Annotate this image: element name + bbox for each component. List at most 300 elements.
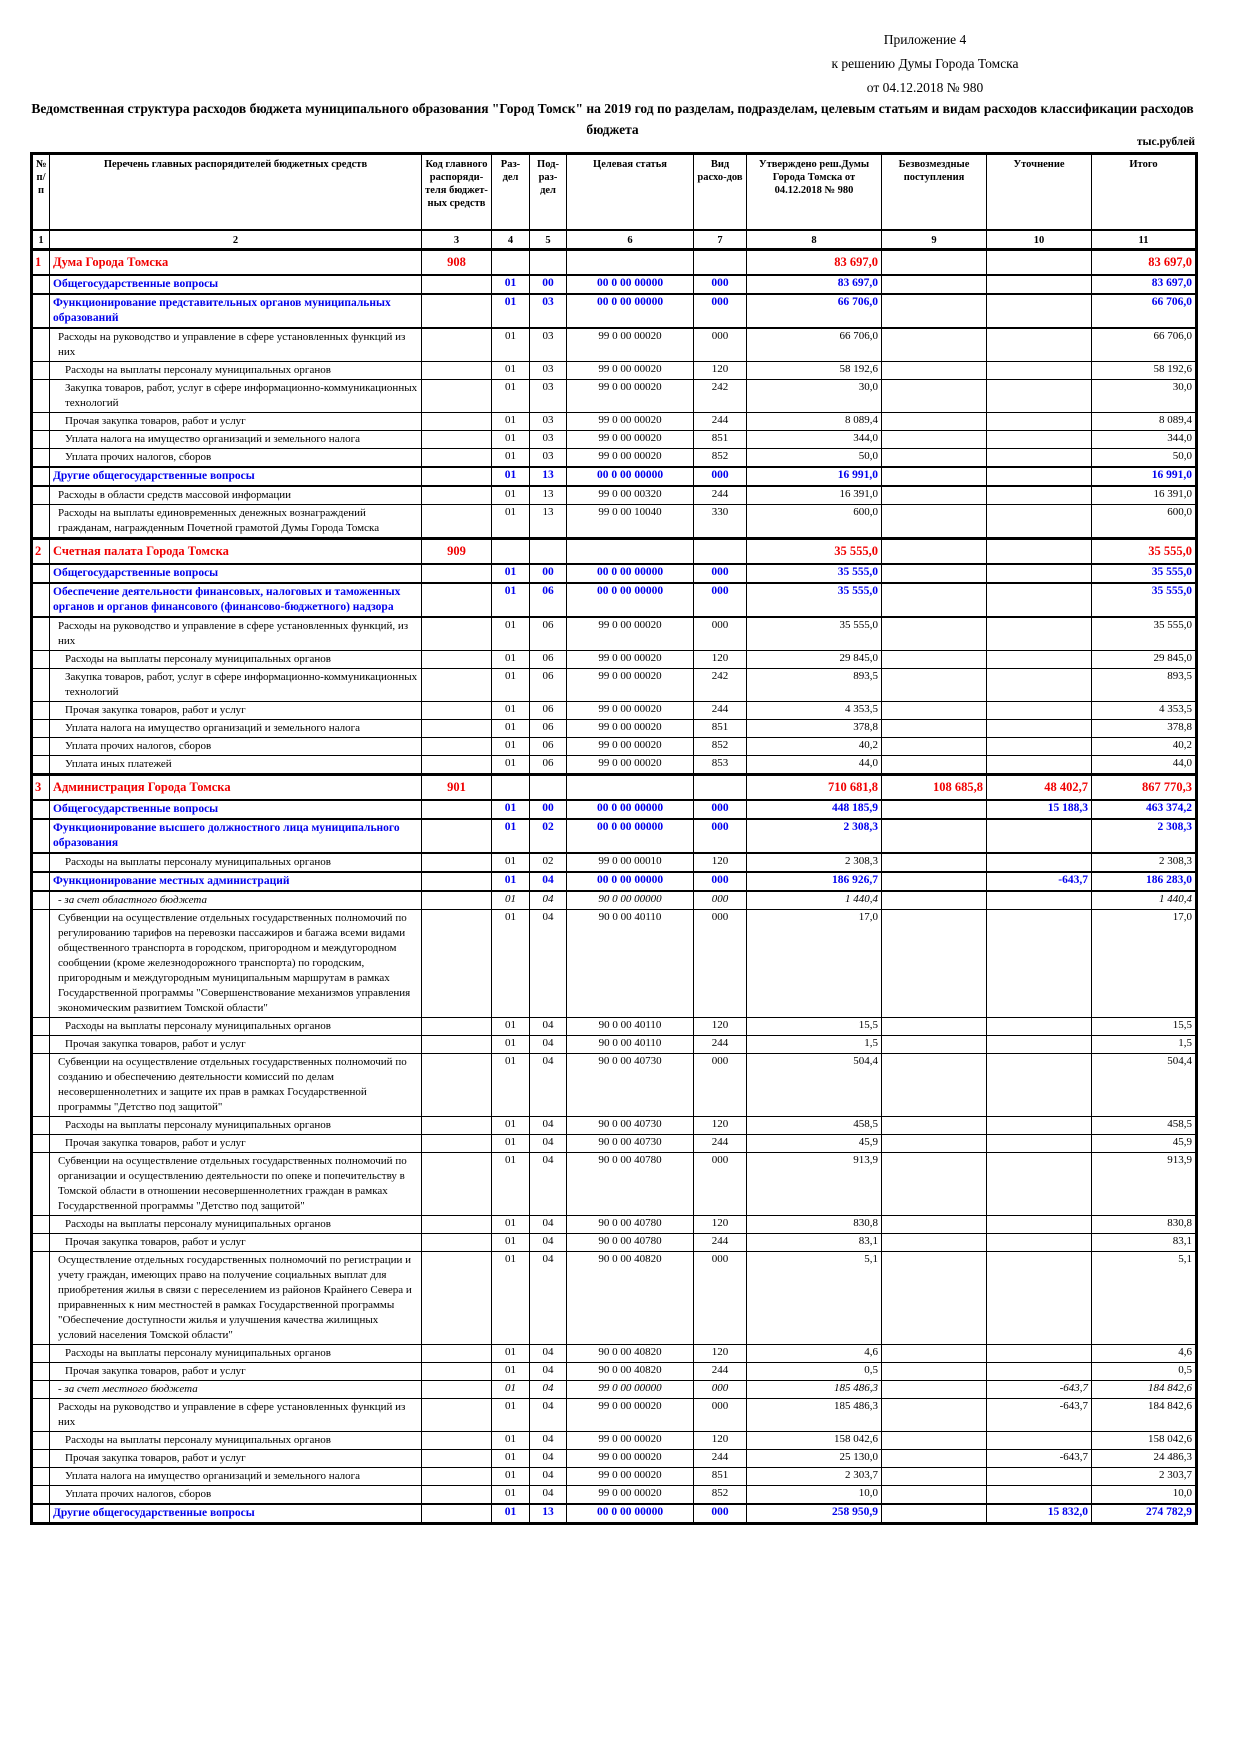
- cell-name: Расходы на выплаты персоналу муниципальных органов: [50, 1345, 422, 1363]
- cell-name: Закупка товаров, работ, услуг в сфере информационно-коммуникационных технологий: [50, 669, 422, 702]
- cell-razdel: 01: [492, 583, 530, 617]
- cell-approved: 1,5: [747, 1036, 882, 1054]
- cell-podrazdel: 03: [530, 294, 567, 328]
- cell-approved: 10,0: [747, 1486, 882, 1505]
- cell-num: [32, 800, 50, 819]
- cell-num: [32, 1504, 50, 1524]
- cell-total: 5,1: [1092, 1252, 1197, 1345]
- cell-num: [32, 1450, 50, 1468]
- appendix-block: [780, 28, 1070, 100]
- cell-num: [32, 872, 50, 891]
- cell-refinement: [987, 1252, 1092, 1345]
- cell-gratuitous: [882, 1363, 987, 1381]
- cell-num: [32, 362, 50, 380]
- cell-gratuitous: [882, 1234, 987, 1252]
- cell-gratuitous: [882, 1216, 987, 1234]
- col-header-approved: Утверждено реш.Думы Города Томска от 04.12.2018 № 980: [747, 154, 882, 231]
- cell-refinement: [987, 1036, 1092, 1054]
- cell-approved: 830,8: [747, 1216, 882, 1234]
- cell-approved: 5,1: [747, 1252, 882, 1345]
- cell-podrazdel: 04: [530, 1234, 567, 1252]
- units-label: тыс.рублей: [1136, 136, 1195, 148]
- table-row: [32, 1486, 1197, 1505]
- cell-code: [422, 1345, 492, 1363]
- table-row: [32, 1504, 1197, 1524]
- cell-podrazdel: 03: [530, 449, 567, 468]
- cell-name: Прочая закупка товаров, работ и услуг: [50, 1234, 422, 1252]
- cell-num: [32, 1399, 50, 1432]
- cell-name: Прочая закупка товаров, работ и услуг: [50, 1135, 422, 1153]
- cell-gratuitous: [882, 486, 987, 505]
- cell-refinement: [987, 738, 1092, 756]
- cell-podrazdel: 06: [530, 669, 567, 702]
- cell-refinement: [987, 1117, 1092, 1135]
- cell-code: [422, 431, 492, 449]
- cell-razdel: 01: [492, 702, 530, 720]
- cell-expense-type: 000: [694, 872, 747, 891]
- cell-expense-type: 852: [694, 1486, 747, 1505]
- cell-podrazdel: 04: [530, 1036, 567, 1054]
- cell-code: [422, 720, 492, 738]
- cell-expense-type: 242: [694, 669, 747, 702]
- cell-podrazdel: 06: [530, 756, 567, 775]
- cell-refinement: 15 188,3: [987, 800, 1092, 819]
- cell-refinement: [987, 756, 1092, 775]
- cell-name: Расходы на выплаты персоналу муниципальных органов: [50, 1216, 422, 1234]
- cell-expense-type: 000: [694, 1399, 747, 1432]
- cell-total: 913,9: [1092, 1153, 1197, 1216]
- cell-code: [422, 583, 492, 617]
- cell-razdel: 01: [492, 380, 530, 413]
- cell-code: [422, 564, 492, 583]
- cell-target-article: 90 0 00 40730: [567, 1054, 694, 1117]
- cell-gratuitous: [882, 362, 987, 380]
- cell-refinement: [987, 431, 1092, 449]
- cell-approved: 66 706,0: [747, 328, 882, 362]
- cell-target-article: 90 0 00 40820: [567, 1363, 694, 1381]
- cell-razdel: 01: [492, 1036, 530, 1054]
- cell-target-article: 00 0 00 00000: [567, 583, 694, 617]
- cell-refinement: [987, 1054, 1092, 1117]
- cell-refinement: [987, 702, 1092, 720]
- cell-target-article: 90 0 00 40730: [567, 1135, 694, 1153]
- cell-expense-type: [694, 250, 747, 276]
- cell-razdel: 01: [492, 738, 530, 756]
- cell-podrazdel: 04: [530, 1345, 567, 1363]
- cell-total: 2 308,3: [1092, 819, 1197, 853]
- cell-num: 3: [32, 775, 50, 801]
- table-row: [32, 651, 1197, 669]
- cell-total: 158 042,6: [1092, 1432, 1197, 1450]
- cell-podrazdel: 04: [530, 1381, 567, 1399]
- cell-name: Закупка товаров, работ, услуг в сфере информационно-коммуникационных технологий: [50, 380, 422, 413]
- table-row: [32, 1054, 1197, 1117]
- cell-refinement: [987, 1432, 1092, 1450]
- cell-total: 35 555,0: [1092, 539, 1197, 565]
- cell-target-article: 99 0 00 00020: [567, 669, 694, 702]
- cell-total: 830,8: [1092, 1216, 1197, 1234]
- cell-gratuitous: [882, 1252, 987, 1345]
- col-number: 9: [882, 230, 987, 250]
- cell-num: [32, 294, 50, 328]
- cell-total: 10,0: [1092, 1486, 1197, 1505]
- cell-gratuitous: [882, 891, 987, 910]
- table-row: [32, 891, 1197, 910]
- cell-num: [32, 413, 50, 431]
- cell-approved: 35 555,0: [747, 583, 882, 617]
- cell-num: [32, 738, 50, 756]
- cell-approved: 186 926,7: [747, 872, 882, 891]
- cell-code: [422, 1399, 492, 1432]
- cell-code: [422, 1432, 492, 1450]
- cell-expense-type: 244: [694, 1036, 747, 1054]
- cell-razdel: 01: [492, 800, 530, 819]
- cell-podrazdel: 06: [530, 702, 567, 720]
- cell-code: [422, 738, 492, 756]
- cell-expense-type: 330: [694, 505, 747, 539]
- cell-name: Общегосударственные вопросы: [50, 275, 422, 294]
- table-row: [32, 486, 1197, 505]
- cell-total: 24 486,3: [1092, 1450, 1197, 1468]
- cell-num: [32, 1018, 50, 1036]
- cell-num: 1: [32, 250, 50, 276]
- cell-expense-type: 120: [694, 651, 747, 669]
- cell-gratuitous: [882, 872, 987, 891]
- cell-refinement: [987, 617, 1092, 651]
- cell-code: [422, 505, 492, 539]
- cell-total: 45,9: [1092, 1135, 1197, 1153]
- cell-razdel: 01: [492, 431, 530, 449]
- cell-total: 0,5: [1092, 1363, 1197, 1381]
- cell-podrazdel: 13: [530, 486, 567, 505]
- cell-target-article: 99 0 00 00020: [567, 651, 694, 669]
- cell-gratuitous: 108 685,8: [882, 775, 987, 801]
- cell-name: Прочая закупка товаров, работ и услуг: [50, 1450, 422, 1468]
- cell-gratuitous: [882, 539, 987, 565]
- cell-target-article: 00 0 00 00000: [567, 819, 694, 853]
- cell-expense-type: 244: [694, 1450, 747, 1468]
- cell-expense-type: 244: [694, 702, 747, 720]
- cell-gratuitous: [882, 853, 987, 872]
- cell-razdel: 01: [492, 910, 530, 1018]
- cell-code: [422, 294, 492, 328]
- cell-podrazdel: 04: [530, 1117, 567, 1135]
- col-header-name: Перечень главных распорядителей бюджетных средств: [50, 154, 422, 231]
- table-row: [32, 910, 1197, 1018]
- cell-num: [32, 1036, 50, 1054]
- cell-razdel: 01: [492, 467, 530, 486]
- cell-target-article: 99 0 00 00020: [567, 413, 694, 431]
- table-row: [32, 1399, 1197, 1432]
- cell-podrazdel: 13: [530, 1504, 567, 1524]
- cell-podrazdel: 04: [530, 1135, 567, 1153]
- cell-num: [32, 853, 50, 872]
- cell-target-article: 90 0 00 40110: [567, 1018, 694, 1036]
- cell-approved: 893,5: [747, 669, 882, 702]
- cell-razdel: 01: [492, 1345, 530, 1363]
- cell-gratuitous: [882, 1036, 987, 1054]
- cell-approved: 83 697,0: [747, 275, 882, 294]
- cell-total: 58 192,6: [1092, 362, 1197, 380]
- table-row: [32, 1135, 1197, 1153]
- cell-approved: 29 845,0: [747, 651, 882, 669]
- cell-name: Расходы на выплаты персоналу муниципальных органов: [50, 1018, 422, 1036]
- cell-name: Прочая закупка товаров, работ и услуг: [50, 1036, 422, 1054]
- cell-razdel: 01: [492, 486, 530, 505]
- cell-approved: 4,6: [747, 1345, 882, 1363]
- table-row: [32, 800, 1197, 819]
- cell-refinement: -643,7: [987, 1399, 1092, 1432]
- cell-num: [32, 651, 50, 669]
- cell-razdel: 01: [492, 1468, 530, 1486]
- cell-approved: 448 185,9: [747, 800, 882, 819]
- cell-num: [32, 431, 50, 449]
- cell-total: 29 845,0: [1092, 651, 1197, 669]
- table-row: [32, 250, 1197, 276]
- cell-approved: 45,9: [747, 1135, 882, 1153]
- cell-razdel: 01: [492, 853, 530, 872]
- cell-expense-type: 000: [694, 617, 747, 651]
- cell-approved: 35 555,0: [747, 617, 882, 651]
- cell-name: Субвенции на осуществление отдельных государственных полномочий по организации и осуществлению деятельности по опеке и попечительству в Томской области в отношении несовершеннолетних граждан в рамках Государственной программы "Детство под защитой": [50, 1153, 422, 1216]
- cell-gratuitous: [882, 617, 987, 651]
- cell-gratuitous: [882, 431, 987, 449]
- cell-code: [422, 910, 492, 1018]
- cell-podrazdel: [530, 250, 567, 276]
- col-number: 8: [747, 230, 882, 250]
- cell-target-article: 99 0 00 00020: [567, 1468, 694, 1486]
- cell-code: [422, 891, 492, 910]
- cell-target-article: 99 0 00 00020: [567, 1486, 694, 1505]
- table-header-row: [32, 154, 1197, 231]
- cell-expense-type: 000: [694, 1252, 747, 1345]
- cell-num: [32, 275, 50, 294]
- cell-approved: 83 697,0: [747, 250, 882, 276]
- cell-expense-type: 120: [694, 1018, 747, 1036]
- table-row: [32, 756, 1197, 775]
- cell-expense-type: 000: [694, 891, 747, 910]
- cell-num: [32, 1432, 50, 1450]
- cell-name: - за счет областного бюджета: [50, 891, 422, 910]
- cell-razdel: 01: [492, 1117, 530, 1135]
- cell-refinement: [987, 1018, 1092, 1036]
- cell-refinement: [987, 1135, 1092, 1153]
- cell-total: 378,8: [1092, 720, 1197, 738]
- cell-num: [32, 1252, 50, 1345]
- table-row: [32, 819, 1197, 853]
- cell-target-article: 90 0 00 40780: [567, 1153, 694, 1216]
- cell-name: Расходы на выплаты персоналу муниципальных органов: [50, 853, 422, 872]
- table-row: [32, 775, 1197, 801]
- cell-name: Расходы на выплаты персоналу муниципальных органов: [50, 1432, 422, 1450]
- table-row: [32, 702, 1197, 720]
- cell-target-article: 90 0 00 40820: [567, 1252, 694, 1345]
- cell-code: [422, 853, 492, 872]
- cell-total: 1 440,4: [1092, 891, 1197, 910]
- cell-podrazdel: 04: [530, 1018, 567, 1036]
- cell-code: [422, 449, 492, 468]
- cell-target-article: 99 0 00 00020: [567, 431, 694, 449]
- cell-gratuitous: [882, 449, 987, 468]
- cell-code: [422, 756, 492, 775]
- table-row: [32, 583, 1197, 617]
- cell-target-article: 99 0 00 00020: [567, 449, 694, 468]
- cell-razdel: 01: [492, 651, 530, 669]
- appendix-line: от 04.12.2018 № 980: [866, 80, 984, 95]
- cell-razdel: 01: [492, 891, 530, 910]
- cell-total: 83 697,0: [1092, 250, 1197, 276]
- cell-refinement: [987, 362, 1092, 380]
- cell-name: Уплата прочих налогов, сборов: [50, 1486, 422, 1505]
- cell-num: [32, 1345, 50, 1363]
- table-row: [32, 1216, 1197, 1234]
- cell-num: [32, 819, 50, 853]
- table-row: [32, 1381, 1197, 1399]
- cell-code: [422, 362, 492, 380]
- cell-total: 16 991,0: [1092, 467, 1197, 486]
- cell-gratuitous: [882, 1054, 987, 1117]
- cell-num: [32, 1153, 50, 1216]
- cell-gratuitous: [882, 720, 987, 738]
- table-row: [32, 617, 1197, 651]
- cell-name: Расходы на выплаты персоналу муниципальных органов: [50, 362, 422, 380]
- cell-refinement: -643,7: [987, 1381, 1092, 1399]
- cell-total: 35 555,0: [1092, 564, 1197, 583]
- col-number: 1: [32, 230, 50, 250]
- cell-num: [32, 505, 50, 539]
- cell-target-article: 99 0 00 00010: [567, 853, 694, 872]
- cell-approved: 17,0: [747, 910, 882, 1018]
- cell-approved: 50,0: [747, 449, 882, 468]
- cell-razdel: 01: [492, 1135, 530, 1153]
- cell-approved: 185 486,3: [747, 1381, 882, 1399]
- cell-razdel: [492, 539, 530, 565]
- cell-approved: 710 681,8: [747, 775, 882, 801]
- cell-total: 83 697,0: [1092, 275, 1197, 294]
- cell-razdel: 01: [492, 1504, 530, 1524]
- cell-gratuitous: [882, 505, 987, 539]
- cell-code: [422, 486, 492, 505]
- cell-podrazdel: 04: [530, 1450, 567, 1468]
- cell-num: [32, 564, 50, 583]
- cell-target-article: 90 0 00 40730: [567, 1117, 694, 1135]
- cell-total: 184 842,6: [1092, 1399, 1197, 1432]
- cell-total: 44,0: [1092, 756, 1197, 775]
- cell-total: 2 303,7: [1092, 1468, 1197, 1486]
- cell-podrazdel: 06: [530, 720, 567, 738]
- cell-total: 463 374,2: [1092, 800, 1197, 819]
- cell-code: 901: [422, 775, 492, 801]
- cell-target-article: [567, 250, 694, 276]
- table-row: [32, 328, 1197, 362]
- cell-code: [422, 1036, 492, 1054]
- col-number: 7: [694, 230, 747, 250]
- cell-expense-type: 852: [694, 738, 747, 756]
- cell-num: [32, 449, 50, 468]
- cell-refinement: [987, 505, 1092, 539]
- column-numbers-row: [32, 230, 1197, 250]
- cell-razdel: 01: [492, 1486, 530, 1505]
- cell-name: Уплата налога на имущество организаций и земельного налога: [50, 1468, 422, 1486]
- cell-gratuitous: [882, 800, 987, 819]
- cell-target-article: 99 0 00 00020: [567, 1450, 694, 1468]
- cell-name: Общегосударственные вопросы: [50, 564, 422, 583]
- cell-code: [422, 1234, 492, 1252]
- cell-total: 186 283,0: [1092, 872, 1197, 891]
- cell-gratuitous: [882, 738, 987, 756]
- cell-podrazdel: 06: [530, 651, 567, 669]
- table-row: [32, 1117, 1197, 1135]
- cell-total: 893,5: [1092, 669, 1197, 702]
- cell-razdel: 01: [492, 1216, 530, 1234]
- cell-name: Прочая закупка товаров, работ и услуг: [50, 702, 422, 720]
- cell-code: [422, 1486, 492, 1505]
- cell-approved: 44,0: [747, 756, 882, 775]
- cell-podrazdel: 04: [530, 1468, 567, 1486]
- cell-razdel: 01: [492, 872, 530, 891]
- cell-approved: 58 192,6: [747, 362, 882, 380]
- cell-code: [422, 328, 492, 362]
- cell-expense-type: 000: [694, 819, 747, 853]
- cell-gratuitous: [882, 294, 987, 328]
- cell-podrazdel: 03: [530, 431, 567, 449]
- budget-table: [30, 152, 1198, 1525]
- cell-approved: 83,1: [747, 1234, 882, 1252]
- cell-target-article: 99 0 00 00020: [567, 362, 694, 380]
- cell-razdel: [492, 250, 530, 276]
- cell-num: [32, 910, 50, 1018]
- table-row: [32, 853, 1197, 872]
- cell-refinement: [987, 720, 1092, 738]
- cell-name: Дума Города Томска: [50, 250, 422, 276]
- table-row: [32, 1018, 1197, 1036]
- table-row: [32, 1252, 1197, 1345]
- cell-total: 4,6: [1092, 1345, 1197, 1363]
- cell-name: Функционирование местных администраций: [50, 872, 422, 891]
- cell-code: [422, 1018, 492, 1036]
- cell-podrazdel: [530, 775, 567, 801]
- cell-code: [422, 380, 492, 413]
- col-header-refinement: Уточнение: [987, 154, 1092, 231]
- col-number: 10: [987, 230, 1092, 250]
- cell-code: [422, 872, 492, 891]
- col-number: 3: [422, 230, 492, 250]
- cell-target-article: 99 0 00 00000: [567, 1381, 694, 1399]
- col-header-expense-type: Вид расхо-дов: [694, 154, 747, 231]
- table-row: [32, 362, 1197, 380]
- col-number: 11: [1092, 230, 1197, 250]
- table-row: [32, 564, 1197, 583]
- cell-num: [32, 617, 50, 651]
- cell-gratuitous: [882, 1153, 987, 1216]
- cell-total: 40,2: [1092, 738, 1197, 756]
- cell-gratuitous: [882, 467, 987, 486]
- cell-total: 66 706,0: [1092, 294, 1197, 328]
- cell-num: [32, 1135, 50, 1153]
- cell-podrazdel: 04: [530, 1252, 567, 1345]
- cell-expense-type: 120: [694, 853, 747, 872]
- table-row: [32, 1345, 1197, 1363]
- cell-name: Администрация Города Томска: [50, 775, 422, 801]
- cell-name: Осуществление отдельных государственных полномочий по регистрации и учету граждан, имеющих право на получение социальных выплат для приобретения жилья в связи с переселением из районов Крайнего Севера и приравненных к ним местностей в рамках Государственной программы "Обеспечение доступности жилья и улучшения качества жилищных условий населения Томской области": [50, 1252, 422, 1345]
- cell-refinement: [987, 539, 1092, 565]
- cell-code: [422, 413, 492, 431]
- table-row: [32, 1468, 1197, 1486]
- cell-podrazdel: 04: [530, 1399, 567, 1432]
- cell-num: [32, 702, 50, 720]
- cell-total: 35 555,0: [1092, 583, 1197, 617]
- col-header-target-article: Целевая статья: [567, 154, 694, 231]
